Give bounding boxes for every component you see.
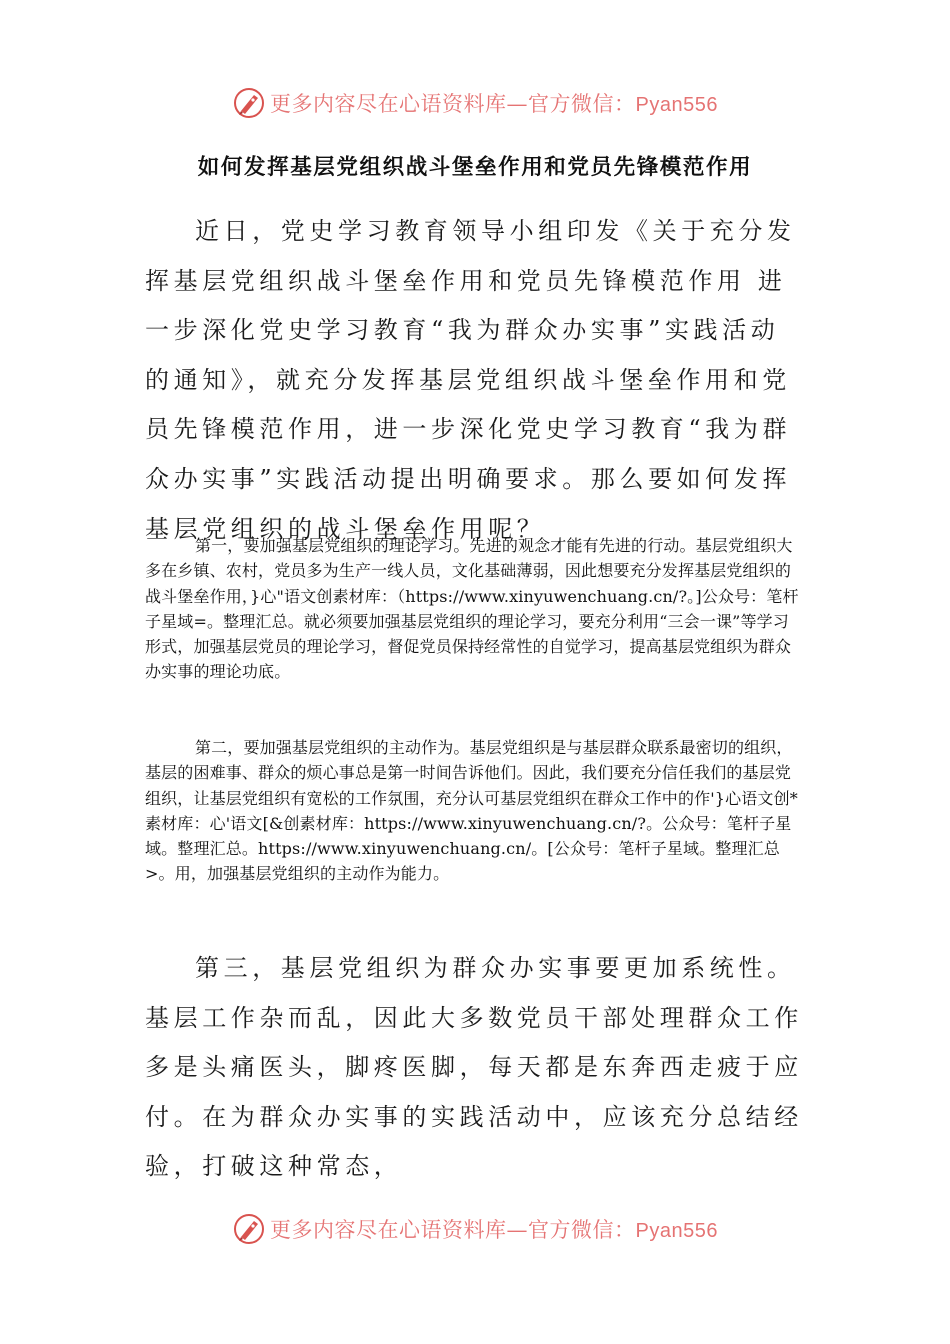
wechat-id: Pyan556: [635, 1220, 718, 1242]
header-watermark: [0, 83, 950, 123]
document-title: 如何发挥基层党组织战斗堡垒作用和党员先锋模范作用: [197, 155, 753, 180]
paragraph-third: 第三，基层党组织为群众办实事要更加系统性。基层工作杂而乱，因此大多数党员干部处理群众工作多是头痛医头，脚疼医脚，每天都是东奔西走疲于应付。在为群众办实事的实践活动中，应该充分总结经验，打破这种常态，: [145, 954, 803, 1181]
pen-nib-icon: [232, 1212, 266, 1246]
footer-watermark: [0, 1209, 950, 1249]
paragraph-second: 第二，要加强基层党组织的主动作为。基层党组织是与基层群众联系最密切的组织，基层的困难事、群众的烦心事总是第一时间告诉他们。因此，我们要充分信任我们的基层党组织，让基层党组织有宽松的工作氛围，充分认可基层党组织在群众工作中的作'}心语文创*素材库：心'语文[&创素材库：https://www.xinyuwenchuang.cn/?。公众号：笔杆子星域。整理汇总。https://www.xinyuwenchuang.cn/。[公众号：笔杆子星域。整理汇总>。用，加强基层党组织的主动作为能力。: [145, 738, 798, 884]
wechat-id: Pyan556: [635, 94, 718, 116]
paragraph-first: 第一，要加强基层党组织的理论学习。先进的观念才能有先进的行动。基层党组织大多在乡镇、农村，党员多为生产一线人员，文化基础薄弱，因此想要充分发挥基层党组织的战斗堡垒作用，}心"语文创素材库：（https://www.xinyuwenchuang.cn/?。]公众号：笔杆子星域=。整理汇总。就必须要加强基层党组织的理论学习，要充分利用“三会一课”等学习形式，加强基层党员的理论学习，督促党员保持经常性的自觉学习，提高基层党组织为群众办实事的理论功底。: [145, 536, 799, 682]
pen-nib-icon: [232, 86, 266, 120]
watermark-text: 更多内容尽在心语资料库—官方微信：Pyan556: [270, 92, 718, 116]
watermark-text: 更多内容尽在心语资料库—官方微信：Pyan556: [270, 1218, 718, 1242]
paragraph-intro: 近日，党史学习教育领导小组印发《关于充分发挥基层党组织战斗堡垒作用和党员先锋模范作用 进一步深化党史学习教育“我为群众办实事”实践活动的通知》，就充分发挥基层党组织战斗堡垒作用和党员先锋模范作用，进一步深化党史学习教育“我为群众办实事”实践活动提出明确要求。那么要如何发挥基层党组织的战斗堡垒作用呢？: [145, 217, 796, 543]
